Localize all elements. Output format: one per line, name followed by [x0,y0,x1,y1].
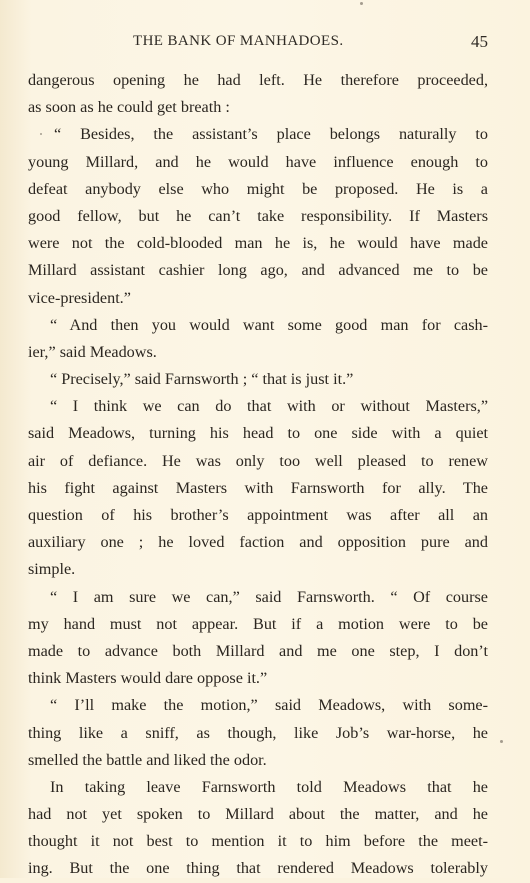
text-line: smelled the battle and liked the odor. [28,750,267,769]
text-line: his fight against Masters with Farnsworth for ally. The [28,478,488,497]
text-line: vice-president.” [28,288,131,307]
text-line: my hand must not appear. But if a motion were to be [28,614,488,633]
text-line: auxiliary one ; he loved faction and opposition pure and [28,533,488,552]
print-speck [40,133,42,135]
text-line: dangerous opening he had left. He therefore proceeded, [28,71,488,89]
text-line: thought it not best to mention it to him before the meet- [28,832,488,851]
text-line: “ I’ll make the motion,” said Meadows, with some- [50,696,488,715]
text-line: made to advance both Millard and me one step, I don’t [28,641,488,660]
page-number: 45 [471,32,488,51]
text-line: In taking leave Farnsworth told Meadows that he [50,777,488,796]
print-speck [360,2,363,5]
text-line: were not the cold-blooded man he is, he would have made [28,234,488,253]
text-line: “ And then you would want some good man for cash- [50,315,488,334]
text-line: think Masters would dare oppose it.” [28,669,268,688]
text-line: ing. But the one thing that rendered Meadows tolerably [28,859,488,878]
print-speck [500,740,503,743]
text-line: thing like a sniff, as though, like Job’s war-horse, he [28,723,488,742]
text-line: “ Besides, the assistant’s place belongs naturally to [54,125,488,144]
text-line: young Millard, and he would have influence enough to [28,152,488,171]
text-line: “ Precisely,” said Farnsworth ; “ that is just it.” [50,370,354,389]
text-line: question of his brother’s appointment was after all an [28,506,488,524]
text-line: good fellow, but he can’t take responsibility. If Masters [28,206,488,225]
running-title: THE BANK OF MANHADOES. [133,33,344,49]
text-line: “ I am sure we can,” said Farnsworth. “ Of course [50,587,488,606]
text-line: Millard assistant cashier long ago, and advanced me to be [28,261,488,280]
text-line: said Meadows, turning his head to one side with a quiet [28,424,488,443]
text-line: had not yet spoken to Millard about the matter, and he [28,805,488,824]
text-line: simple. [28,560,76,579]
body-text [28,67,488,883]
text-line: defeat anybody else who might be proposed. He is a [28,179,488,198]
text-line: air of defiance. He was only too well pleased to renew [28,451,488,470]
page-header [28,33,488,55]
text-line: ier,” said Meadows. [28,342,157,361]
text-line: “ I think we can do that with or without Masters,” [50,397,488,416]
text-line: as soon as he could get breath : [28,98,230,117]
